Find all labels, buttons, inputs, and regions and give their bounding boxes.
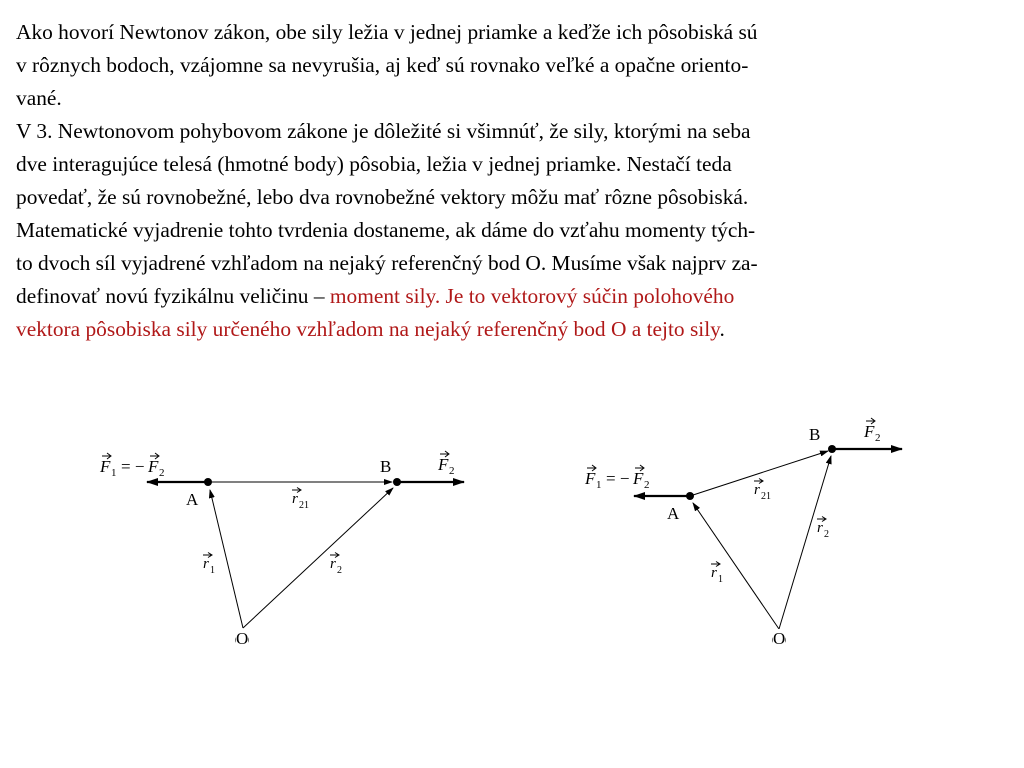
mixed-line-black: definovať novú fyzikálnu veličinu – <box>16 284 330 308</box>
body-text <box>16 16 1008 346</box>
svg-text:2: 2 <box>875 432 881 444</box>
final-period: . <box>719 317 725 341</box>
point-o-right: O <box>773 629 786 648</box>
paragraph2-line2: dve interagujúce telesá (hmotné body) pôsobia, ležia v jednej priamke. Nestačí teda <box>16 152 732 176</box>
svg-text:21: 21 <box>761 491 771 502</box>
svg-text:21: 21 <box>299 500 309 511</box>
paragraph2-line5: to dvoch síl vyjadrené vzhľadom na nejaký referenčný bod O. Musíme však najprv za- <box>16 251 758 275</box>
diagram-left <box>90 440 480 660</box>
label-r21-right <box>754 479 771 503</box>
svg-text:1: 1 <box>596 479 602 491</box>
svg-text:1: 1 <box>111 467 117 479</box>
diagram-right <box>575 410 910 660</box>
point-o-left: O <box>236 629 249 648</box>
point-a-dot <box>204 478 212 486</box>
svg-text:2: 2 <box>337 565 342 576</box>
svg-text:F: F <box>100 457 111 476</box>
svg-text:F: F <box>585 469 596 488</box>
svg-text:1: 1 <box>718 574 723 585</box>
svg-text:r: r <box>330 556 336 572</box>
paragraph1-line2: v rôznych bodoch, vzájomne sa nevyrušia, aj keď sú rovnako veľké a opačne oriento- <box>16 53 749 77</box>
label-r1-right <box>711 562 723 586</box>
paragraph2-line6 <box>16 280 1008 313</box>
moment-definition-start: moment sily. Je to vektorový súčin polohového <box>329 284 735 308</box>
svg-text:1: 1 <box>210 565 215 576</box>
label-point-b-right: B <box>809 425 821 444</box>
label-f2 <box>437 451 455 477</box>
label-r2 <box>330 553 342 577</box>
paragraph2-line4: Matematické vyjadrenie tohto tvrdenia dostaneme, ak dáme do vzťahu momenty tých- <box>16 218 756 242</box>
svg-text:= −: = − <box>121 457 145 476</box>
label-f1-equation-right <box>584 465 650 491</box>
svg-text:2: 2 <box>824 529 829 540</box>
vector-r2 <box>243 488 393 628</box>
svg-text:F: F <box>148 457 159 476</box>
point-b-dot-right <box>828 445 836 453</box>
svg-text:2: 2 <box>449 465 455 477</box>
label-point-b: B <box>380 457 392 476</box>
label-r2-right <box>817 517 829 541</box>
point-a-dot-right <box>686 492 694 500</box>
svg-text:r: r <box>817 520 823 536</box>
vector-r2-right <box>779 456 831 629</box>
svg-text:r: r <box>203 556 209 572</box>
svg-text:r: r <box>754 482 760 498</box>
paragraph2-line7 <box>16 313 1008 346</box>
paragraph1-line3: vané. <box>16 86 62 110</box>
svg-text:= −: = − <box>606 469 630 488</box>
label-f2-right <box>863 418 881 444</box>
svg-text:F: F <box>864 422 875 441</box>
paragraph2-line3: povedať, že sú rovnobežné, lebo dva rovnobežné vektory môžu mať rôzne pôsobiská. <box>16 185 749 209</box>
vector-r1-right <box>693 503 779 629</box>
svg-text:F: F <box>438 455 449 474</box>
label-point-a-right: A <box>667 504 680 523</box>
label-point-a: A <box>186 490 199 509</box>
label-f1-equation <box>99 453 165 479</box>
svg-text:r: r <box>292 491 298 507</box>
paragraph1-line1: Ako hovorí Newtonov zákon, obe sily ležia v jednej priamke a keďže ich pôsobiská sú <box>16 20 758 44</box>
label-r21 <box>292 488 309 512</box>
svg-text:r: r <box>711 565 717 581</box>
vector-r1 <box>210 490 243 628</box>
moment-definition-end: vektora pôsobiska sily určeného vzhľadom na nejaký referenčný bod O a tejto sily <box>16 317 720 341</box>
svg-text:2: 2 <box>644 479 650 491</box>
label-r1 <box>203 553 215 577</box>
svg-text:2: 2 <box>159 467 165 479</box>
point-b-dot <box>393 478 401 486</box>
paragraph2-line1: V 3. Newtonovom pohybovom zákone je dôležité si všimnúť, že sily, ktorými na seba <box>16 119 751 143</box>
svg-text:F: F <box>633 469 644 488</box>
